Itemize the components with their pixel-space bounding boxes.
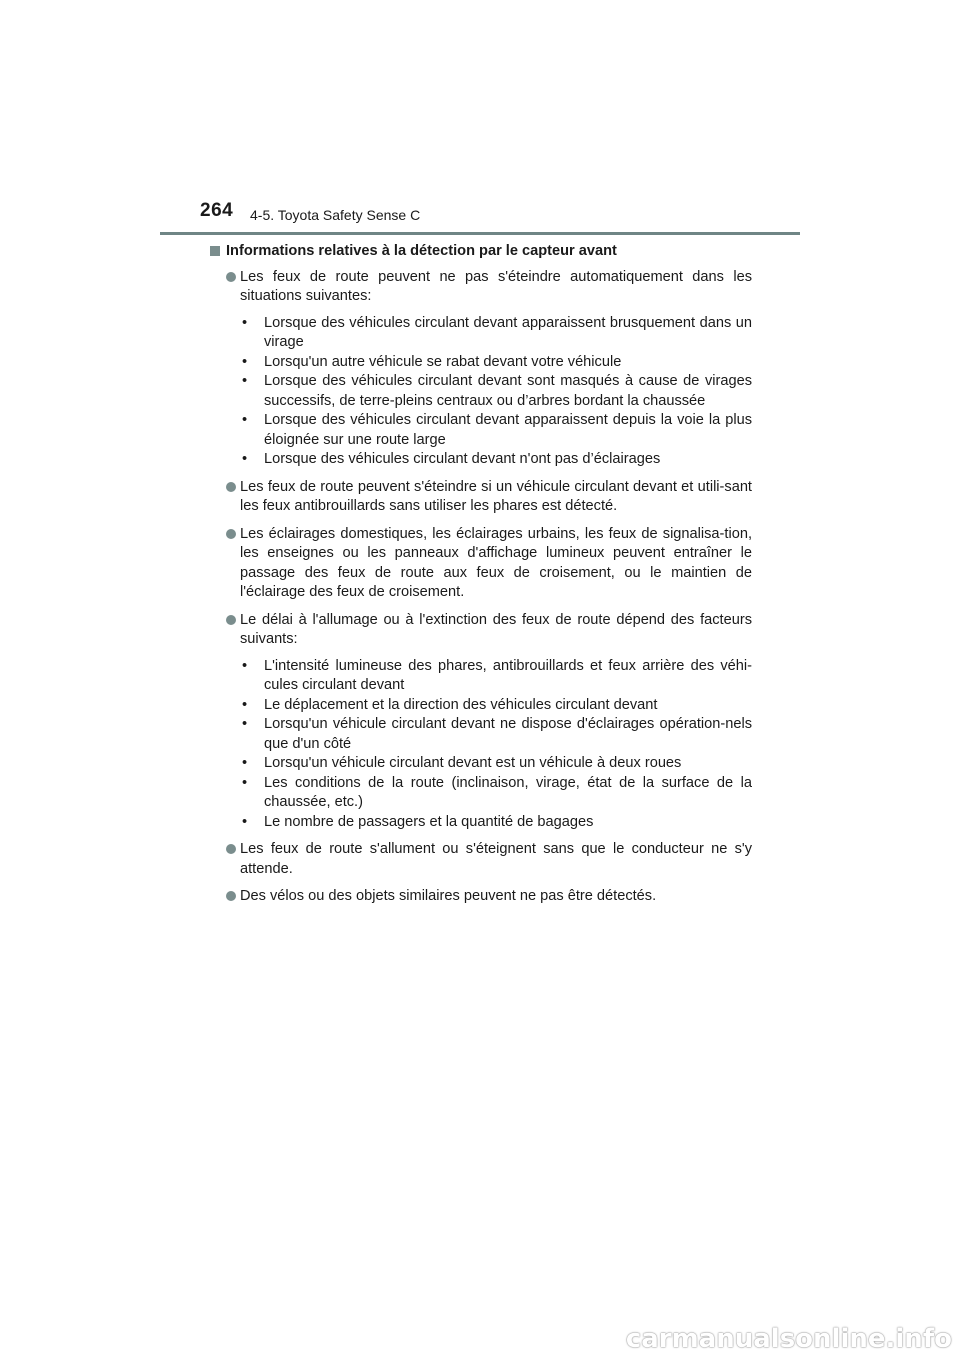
sub-list-item: • L'intensité lumineuse des phares, antibrouillards et feux arrière des véhi-cules circulant devant bbox=[240, 657, 752, 696]
list-item bbox=[210, 611, 752, 833]
list-item-text: Des vélos ou des objets similaires peuvent ne pas être détectés. bbox=[240, 888, 657, 904]
round-bullet-icon bbox=[226, 529, 236, 539]
sub-list-item: • Lorsqu'un autre véhicule se rabat devant votre véhicule bbox=[240, 353, 752, 373]
sub-list-item: • Lorsque des véhicules circulant devant n'ont pas d’éclairages bbox=[240, 450, 752, 470]
list-item-text: Le délai à l'allumage ou à l'extinction des feux de route dépend des facteurs suivants: bbox=[240, 611, 752, 647]
list-item bbox=[210, 268, 752, 470]
sub-list-item: • Lorsque des véhicules circulant devant sont masqués à cause de virages successifs, de terre-pleins centraux ou d’arbres bordant la chaussée bbox=[240, 372, 752, 411]
watermark-logo: carmanualsonline.info bbox=[625, 1324, 952, 1354]
list-item-text: Les feux de route peuvent s'éteindre si un véhicule circulant devant et utili-sant les feux antibrouillards sans utiliser les phares est détecté. bbox=[240, 478, 752, 514]
sub-list-item: • Lorsqu'un véhicule circulant devant ne dispose d'éclairages opération-nels que d'un côté bbox=[240, 715, 752, 754]
round-bullet-icon bbox=[226, 482, 236, 492]
sub-list-item: • Le déplacement et la direction des véhicules circulant devant bbox=[240, 696, 752, 716]
sub-list bbox=[240, 657, 752, 833]
page-content bbox=[210, 242, 752, 915]
sub-list-item: • Lorsque des véhicules circulant devant apparaissent brusquement dans un virage bbox=[240, 314, 752, 353]
list-item-text: Les feux de route peuvent ne pas s'éteindre automatiquement dans les situations suivantes: bbox=[240, 268, 752, 304]
sub-list-item: • Les conditions de la route (inclinaison, virage, état de la surface de la chaussée, etc.) bbox=[240, 774, 752, 813]
list-item-text: Les feux de route s'allument ou s'éteignent sans que le conducteur ne s'y attende. bbox=[240, 841, 752, 877]
round-bullet-icon bbox=[226, 272, 236, 282]
round-bullet-icon bbox=[226, 891, 236, 901]
round-bullet-icon bbox=[226, 615, 236, 625]
list-item-text: Les éclairages domestiques, les éclairages urbains, les feux de signalisa-tion, les enseignes ou les panneaux d'affichage lumineux peuvent entraîner le passage des feux de route aux feux de croisement, ou le maintien de l'éclairage des feux de croisement. bbox=[240, 525, 752, 600]
list-item bbox=[210, 525, 752, 603]
list-item bbox=[210, 887, 752, 907]
sub-list-item: • Le nombre de passagers et la quantité de bagages bbox=[240, 813, 752, 833]
round-bullet-icon bbox=[226, 844, 236, 854]
page-number: 264 bbox=[200, 200, 234, 221]
page-header bbox=[0, 0, 960, 240]
section-heading-text: Informations relatives à la détection par le capteur avant bbox=[226, 243, 617, 259]
section-heading bbox=[210, 242, 752, 262]
sub-list bbox=[240, 314, 752, 470]
header-rule bbox=[160, 232, 800, 235]
square-bullet-icon bbox=[210, 246, 220, 256]
sub-list-item: • Lorsqu'un véhicule circulant devant est un véhicule à deux roues bbox=[240, 754, 752, 774]
section-title: 4-5. Toyota Safety Sense C bbox=[250, 207, 421, 223]
sub-list-item: • Lorsque des véhicules circulant devant apparaissent depuis la voie la plus éloignée sur une route large bbox=[240, 411, 752, 450]
list-item bbox=[210, 840, 752, 879]
bullet-list bbox=[210, 268, 752, 907]
list-item bbox=[210, 478, 752, 517]
